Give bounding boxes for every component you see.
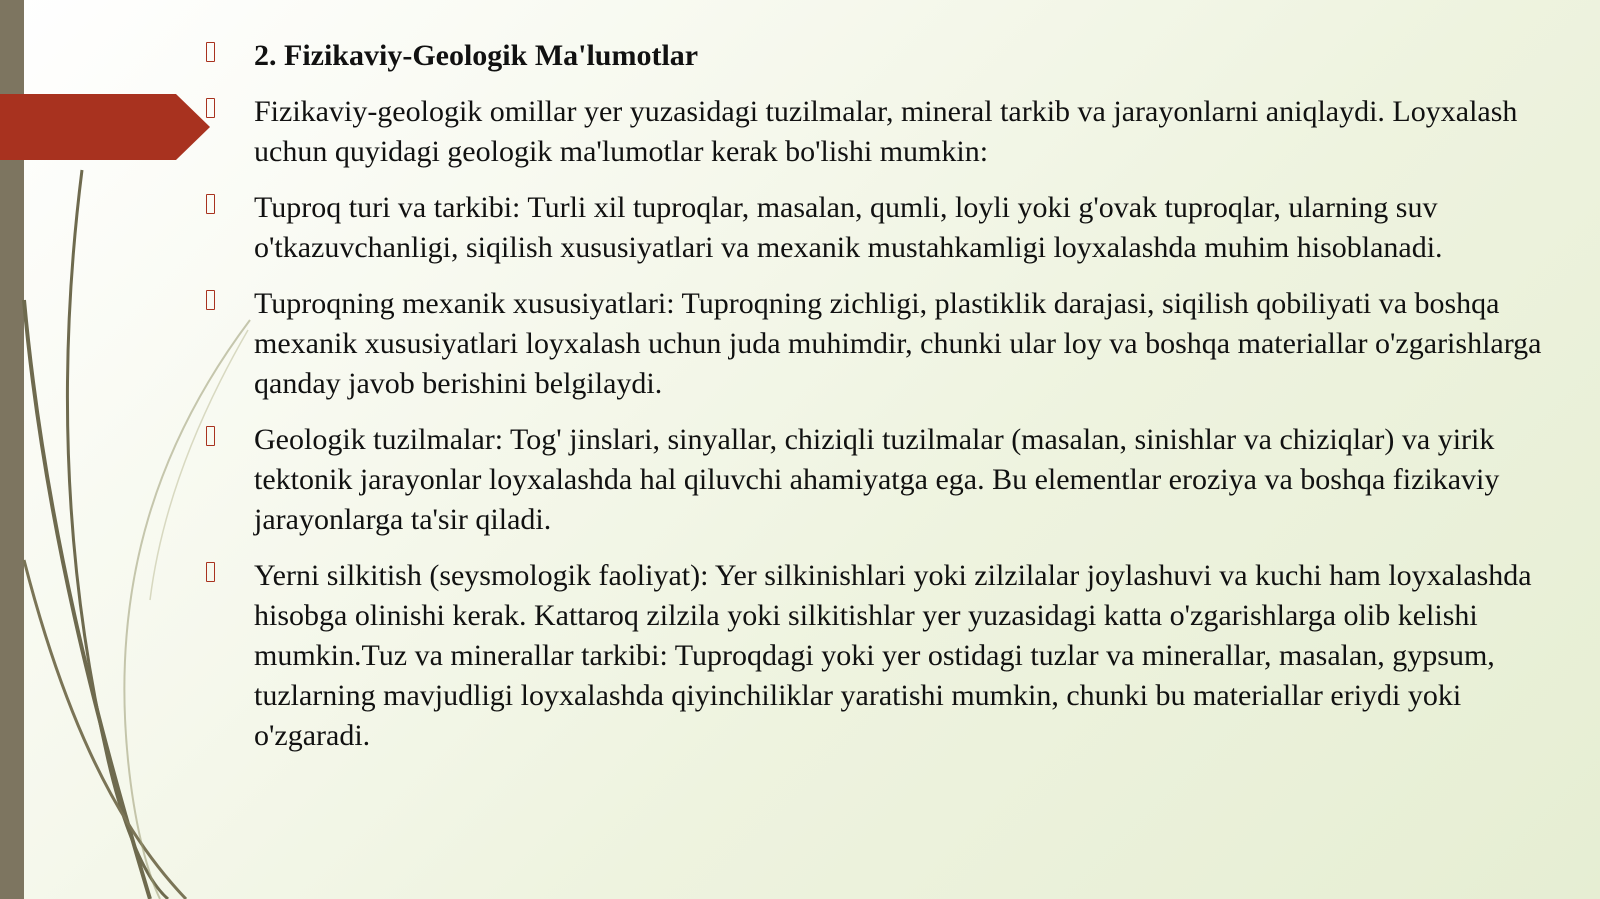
- bullet-text: Geologik tuzilmalar: Tog' jinslari, sinyallar, chiziqli tuzilmalar (masalan, sinishlar va chiziqlar) va yirik tektonik jarayonlar loyxalashda hal qiluvchi ahamiyatga ega. Bu elementlar eroziya va boshqa fizikaviy jarayonlarga ta'sir qiladi.: [254, 423, 1500, 536]
- list-item: [200, 556, 1550, 756]
- rectangle-bullet-icon: [206, 290, 215, 310]
- rectangle-bullet-icon: [206, 426, 215, 446]
- content-list: [200, 36, 1550, 772]
- rectangle-bullet-icon: [206, 98, 215, 118]
- bullet-text: Yerni silkitish (seysmologik faoliyat): Yer silkinishlari yoki zilzilalar joylashuvi va kuchi ham loyxalashda hisobga olinishi kerak. Kattaroq zilzila yoki silkitishlar yer yuzasidagi katta o'zgarishlarga olib kelishi mumkin.Tuz va minerallar tarkibi: Tuproqdagi yoki yer ostidagi tuzlar va minerallar, masalan, gypsum, tuzlarning mavjudligi loyxalashda qiyinchiliklar yaratishi mumkin, chunki bu materiallar eriydi yoki o'zgaradi.: [254, 559, 1532, 752]
- list-item: [200, 284, 1550, 404]
- red-tab-shape: [0, 94, 210, 160]
- rectangle-bullet-icon: [206, 194, 215, 214]
- list-item: [200, 188, 1550, 268]
- rectangle-bullet-icon: [206, 42, 215, 62]
- bullet-text: Tuproq turi va tarkibi: Turli xil tuproqlar, masalan, qumli, loyli yoki g'ovak tuproqlar, ularning suv o'tkazuvchanligi, siqilish xususiyatlari va mexanik mustahkamligi loyxalashda muhim hisoblanadi.: [254, 191, 1443, 264]
- list-item: [200, 420, 1550, 540]
- list-item: [200, 36, 1550, 76]
- bullet-text: Fizikaviy-geologik omillar yer yuzasidagi tuzilmalar, mineral tarkib va jarayonlarni aniqlaydi. Loyxalash uchun quyidagi geologik ma'lumotlar kerak bo'lishi mumkin:: [254, 95, 1518, 168]
- list-item: [200, 92, 1550, 172]
- bullet-text: Tuproqning mexanik xususiyatlari: Tuproqning zichligi, plastiklik darajasi, siqilish qobiliyati va boshqa mexanik xususiyatlari loyxalash uchun juda muhimdir, chunki ular loy va boshqa materiallar o'zgarishlarga qanday javob berishini belgilaydi.: [254, 287, 1542, 400]
- rectangle-bullet-icon: [206, 562, 215, 582]
- slide-heading: 2. Fizikaviy-Geologik Ma'lumotlar: [254, 39, 699, 72]
